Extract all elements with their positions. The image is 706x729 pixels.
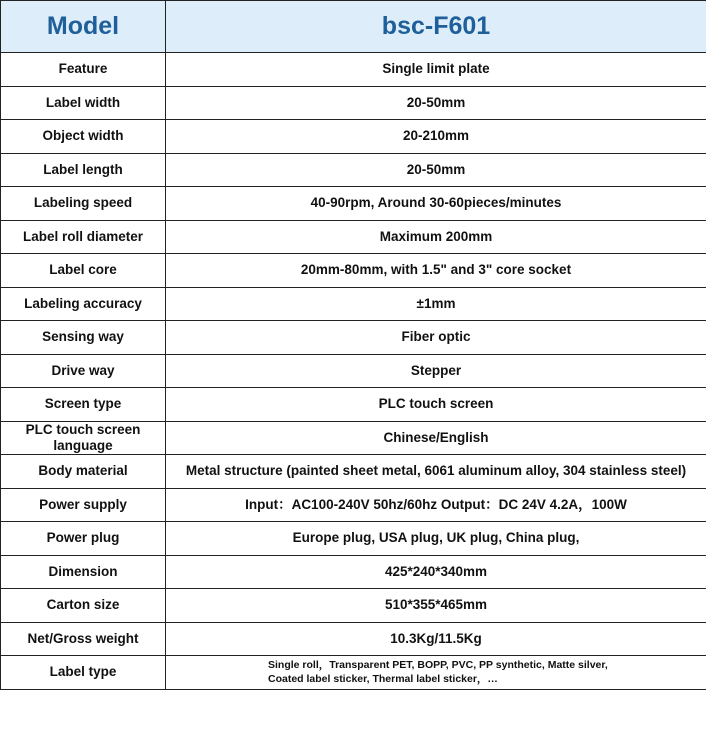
row-key-labeling-speed: Labeling speed [1,187,166,221]
row-value-labeling-speed: 40-90rpm, Around 30-60pieces/minutes [166,187,706,221]
row-value-body-material: Metal structure (painted sheet metal, 6061 aluminum alloy, 304 stainless steel) [166,455,706,489]
row-value-power-supply: Input：AC100-240V 50hz/60hz Output：DC 24V 4.2A，100W [166,488,706,522]
row-value-label-core: 20mm-80mm, with 1.5" and 3" core socket [166,254,706,288]
row-value-label-type [166,656,706,690]
header-key-cell: Model [1,1,166,53]
row-key-power-supply: Power supply [1,488,166,522]
table-row [1,153,706,187]
header-row [1,1,706,53]
row-value-dimension: 425*240*340mm [166,555,706,589]
table-row [1,120,706,154]
row-value-feature: Single limit plate [166,53,706,87]
label-type-line-1: Single roll，Transparent PET, BOPP, PVC, PP synthetic, Matte silver, [268,659,608,672]
table-row [1,354,706,388]
table-row [1,555,706,589]
table-row [1,622,706,656]
table-row [1,421,706,455]
table-row [1,220,706,254]
row-value-net-gross-weight: 10.3Kg/11.5Kg [166,622,706,656]
table-row [1,455,706,489]
row-key-dimension: Dimension [1,555,166,589]
row-value-screen-type: PLC touch screen [166,388,706,422]
table-row [1,187,706,221]
header-model-value: bsc-F601 [166,1,706,53]
row-value-object-width: 20-210mm [166,120,706,154]
row-key-sensing-way: Sensing way [1,321,166,355]
row-value-power-plug: Europe plug, USA plug, UK plug, China plug, [166,522,706,556]
table-row [1,321,706,355]
row-key-screen-type: Screen type [1,388,166,422]
row-value-label-length: 20-50mm [166,153,706,187]
row-key-labeling-accuracy: Labeling accuracy [1,287,166,321]
row-key-label-length: Label length [1,153,166,187]
row-value-label-roll-diameter: Maximum 200mm [166,220,706,254]
row-key-feature: Feature [1,53,166,87]
table-row [1,287,706,321]
row-value-label-width: 20-50mm [166,86,706,120]
row-value-drive-way: Stepper [166,354,706,388]
label-type-line-2: Coated label sticker, Thermal label sticker，… [268,673,498,686]
table-row [1,522,706,556]
row-key-label-core: Label core [1,254,166,288]
table-row [1,254,706,288]
table-row [1,388,706,422]
row-value-plc-language: Chinese/English [166,421,706,455]
table-row [1,589,706,623]
row-key-net-gross-weight: Net/Gross weight [1,622,166,656]
row-value-carton-size: 510*355*465mm [166,589,706,623]
row-key-plc-language: PLC touch screen language [1,421,166,455]
row-key-body-material: Body material [1,455,166,489]
row-key-label-roll-diameter: Label roll diameter [1,220,166,254]
table-row [1,86,706,120]
row-key-drive-way: Drive way [1,354,166,388]
table-row [1,53,706,87]
table-row [1,656,706,690]
row-key-power-plug: Power plug [1,522,166,556]
row-value-labeling-accuracy: ±1mm [166,287,706,321]
row-key-object-width: Object width [1,120,166,154]
row-value-sensing-way: Fiber optic [166,321,706,355]
table-row [1,488,706,522]
row-key-carton-size: Carton size [1,589,166,623]
row-key-label-type: Label type [1,656,166,690]
row-key-label-width: Label width [1,86,166,120]
